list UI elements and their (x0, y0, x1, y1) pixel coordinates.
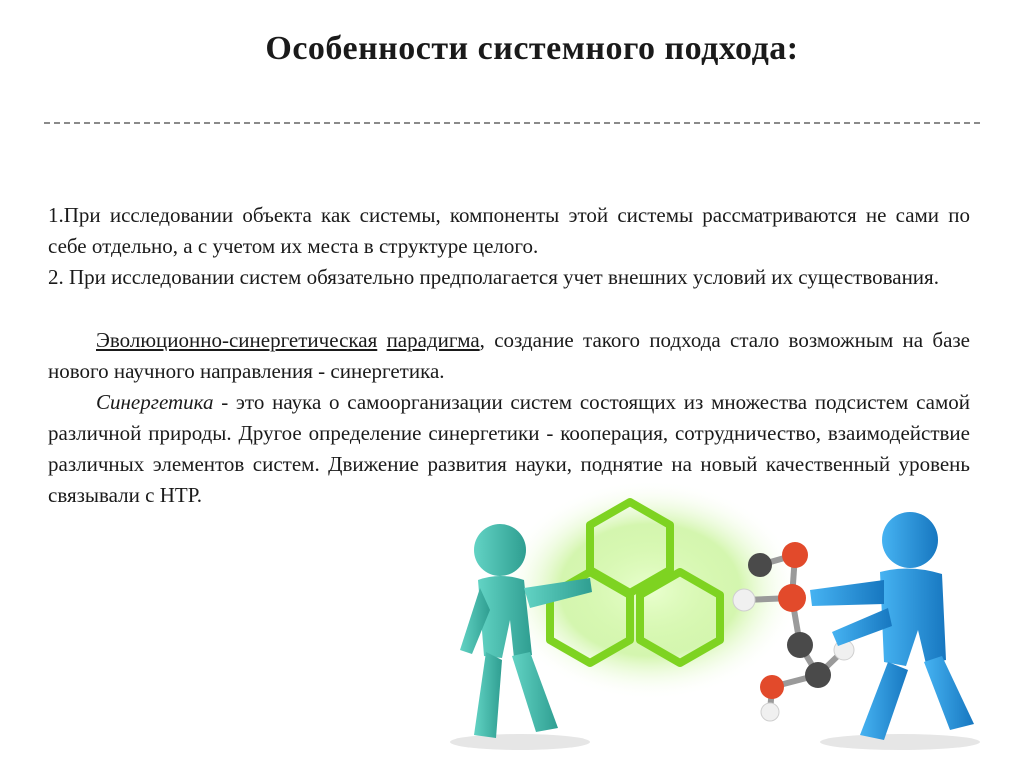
synergetics-text: - это наука о самоорганизации систем состоящих из множества подсистем самой различной природы. Другое определение синергетики - кооперация, сотрудничество, взаимодействие различных элементов систем. Движение развития науки, поднятие на новый качественный уровень связывали с НТР. (48, 390, 970, 507)
point-1: 1.При исследовании объекта как системы, компоненты этой системы рассматриваются не сами по себе отдельно, а с учетом их места в структуре целого. (48, 203, 970, 258)
paragraph-gap (48, 293, 970, 325)
paradigm-term-2: парадигма (386, 328, 480, 352)
slide-title: Особенности системного подхода: (265, 30, 799, 67)
synergetics-paragraph (48, 387, 970, 511)
point-2: 2. При исследовании систем обязательно предполагается учет внешних условий их существования. (48, 265, 939, 289)
paradigm-text: , создание такого подхода стало возможным на базе нового научного направления - синергетика. (48, 328, 970, 383)
paradigm-paragraph (48, 325, 970, 387)
synergetics-term: Синергетика (96, 390, 214, 414)
shadow-right (820, 734, 980, 750)
title-divider (44, 122, 980, 124)
figure-right (810, 512, 974, 740)
synergy-illustration (440, 480, 1000, 760)
shadow-left (450, 734, 590, 750)
slide-body (48, 200, 970, 511)
paradigm-term-1: Эволюционно-синергетическая (96, 328, 378, 352)
